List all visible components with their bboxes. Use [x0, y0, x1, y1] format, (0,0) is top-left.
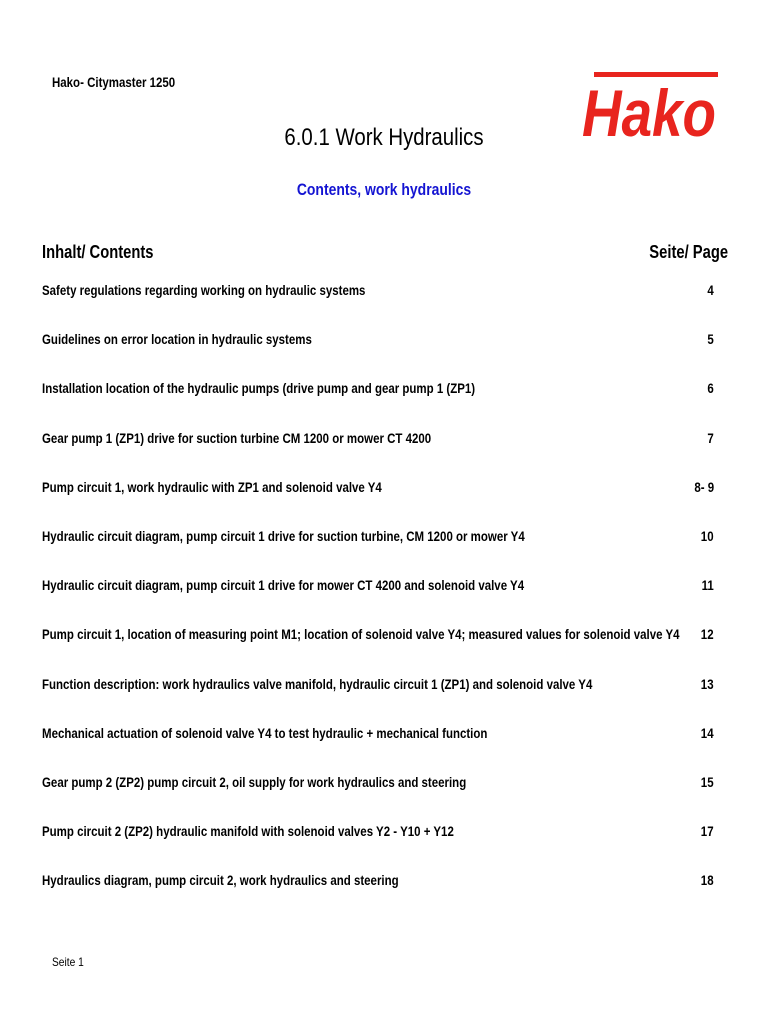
toc-entry-title: Installation location of the hydraulic pumps (drive pump and gear pump 1 (ZP1)	[42, 380, 476, 396]
toc-entry-page: 12	[701, 626, 714, 642]
page-subtitle: Contents, work hydraulics	[296, 180, 472, 199]
page-number-footer: Seite 1	[52, 955, 84, 969]
toc-entry-page: 15	[701, 774, 714, 790]
toc-entry-title: Guidelines on error location in hydraulic systems	[42, 331, 312, 347]
toc-entry[interactable]	[42, 577, 714, 599]
toc-entry-title: Pump circuit 1, location of measuring point M1; location of solenoid valve Y4; measured values for solenoid valve Y4	[42, 626, 680, 642]
toc-entry-page: 4	[707, 282, 714, 298]
toc-entry[interactable]	[42, 380, 714, 402]
page-title: 6.0.1 Work Hydraulics	[284, 124, 484, 151]
logo-wordmark: Hako	[582, 76, 716, 150]
toc-entry-title: Mechanical actuation of solenoid valve Y4 to test hydraulic + mechanical function	[42, 725, 488, 741]
toc-entry-title: Hydraulic circuit diagram, pump circuit 1 drive for suction turbine, CM 1200 or mower Y4	[42, 528, 525, 544]
toc-entry-page: 11	[701, 577, 714, 593]
toc-entry-title: Gear pump 1 (ZP1) drive for suction turbine CM 1200 or mower CT 4200	[42, 430, 432, 446]
toc-entry[interactable]	[42, 676, 714, 698]
toc-entry[interactable]	[42, 774, 714, 796]
toc-entry-page: 10	[701, 528, 714, 544]
toc-entry[interactable]	[42, 282, 714, 304]
toc-entry[interactable]	[42, 725, 714, 747]
toc-entry-page: 6	[707, 380, 714, 396]
toc-entry-page: 13	[701, 676, 714, 692]
toc-entry-title: Hydraulic circuit diagram, pump circuit 1 drive for mower CT 4200 and solenoid valve Y4	[42, 577, 525, 593]
toc-entry-title: Safety regulations regarding working on hydraulic systems	[42, 282, 366, 298]
toc-entry-title: Hydraulics diagram, pump circuit 2, work hydraulics and steering	[42, 872, 399, 888]
toc-entry-page: 8- 9	[694, 479, 714, 495]
toc-entry-page: 14	[701, 725, 714, 741]
toc-entry-title: Function description: work hydraulics valve manifold, hydraulic circuit 1 (ZP1) and solenoid valve Y4	[42, 676, 593, 692]
toc-entry-title: Gear pump 2 (ZP2) pump circuit 2, oil supply for work hydraulics and steering	[42, 774, 467, 790]
toc-entry-title: Pump circuit 1, work hydraulic with ZP1 and solenoid valve Y4	[42, 479, 382, 495]
toc-entry[interactable]	[42, 331, 714, 353]
toc-entry[interactable]	[42, 479, 714, 501]
toc-entry-page: 18	[701, 872, 714, 888]
toc-entry[interactable]	[42, 823, 714, 845]
toc-entry-page: 5	[707, 331, 714, 347]
toc-entry-page: 7	[707, 430, 714, 446]
document-name: Hako- Citymaster 1250	[52, 74, 176, 90]
contents-column-header: Inhalt/ Contents	[42, 242, 154, 262]
toc-entry-title: Pump circuit 2 (ZP2) hydraulic manifold with solenoid valves Y2 - Y10 + Y12	[42, 823, 454, 839]
toc-entry-page: 17	[701, 823, 714, 839]
toc-entry[interactable]	[42, 626, 714, 648]
page-column-header: Seite/ Page	[649, 242, 728, 262]
toc-entry[interactable]	[42, 872, 714, 894]
toc-entry[interactable]	[42, 430, 714, 452]
toc-entry[interactable]	[42, 528, 714, 550]
